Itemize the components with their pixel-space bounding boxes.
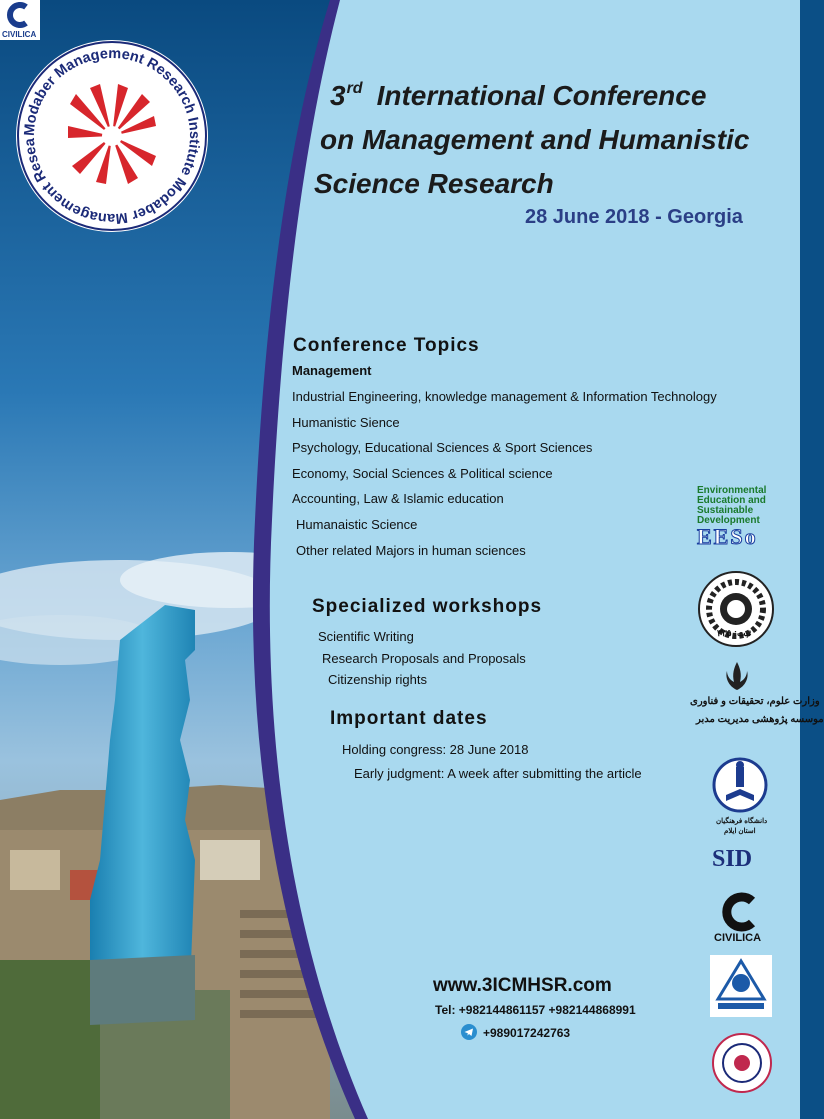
civilica-label: CIVILICA: [714, 932, 762, 944]
ministry-logo: [690, 660, 824, 740]
institute-ring-text: Modaber Management Research Institute Modaber Management Resea: [21, 45, 203, 227]
workshops-heading: Specialized workshops: [312, 596, 543, 617]
eeso-mark: EESo: [697, 524, 758, 549]
edition-number: 3: [330, 80, 346, 111]
workshop-item: Scientific Writing: [318, 629, 414, 644]
conference-date-place: 28 June 2018 - Georgia: [525, 206, 743, 228]
university-line1: دانشگاه فرهنگیان: [716, 818, 768, 825]
ministry-line1: وزارت علوم، تحقیقات و فناوری: [690, 696, 820, 707]
date-item: Holding congress: 28 June 2018: [342, 742, 529, 757]
topic-item: Humanaistic Science: [296, 517, 418, 532]
civilica-logo-top: [0, 0, 40, 40]
topic-item: Humanistic Sience: [292, 415, 400, 430]
university-logo: [712, 755, 772, 837]
topic-item: Management: [292, 363, 372, 378]
edition-suffix: rd: [346, 80, 363, 97]
civilica-logo: [712, 892, 772, 944]
telegram-number: +989017242763: [483, 1026, 571, 1040]
workshop-item: Citizenship rights: [328, 672, 427, 687]
registry-text: ثبت: ۳۳۵: [717, 628, 752, 638]
society-logo: [710, 955, 772, 1017]
telegram-icon: [461, 1024, 477, 1040]
title-text-1: International Conference: [376, 80, 707, 111]
workshop-item: Research Proposals and Proposals: [322, 651, 526, 666]
civilica-c-icon: [0, 0, 40, 30]
civilica-label-top: CIVILICA: [2, 30, 37, 39]
eeso-line: Environmental: [697, 485, 767, 496]
conference-title-line3: Science Research: [314, 168, 554, 199]
eeso-logo: [697, 486, 789, 554]
conference-title-line2: on Management and Humanistic: [320, 124, 750, 155]
website-link[interactable]: www.3ICMHSR.com: [433, 975, 612, 996]
ministry-line2: موسسه پژوهشی مدیریت مدبر: [696, 714, 824, 725]
topic-item: Accounting, Law & Islamic education: [292, 491, 504, 506]
research-institute-seal: [711, 1032, 773, 1094]
iran-emblem-icon: [722, 660, 752, 692]
topics-heading: Conference Topics: [293, 335, 480, 356]
dates-heading: Important dates: [330, 708, 488, 729]
registry-seal-logo: [697, 570, 775, 648]
date-item: Early judgment: A week after submitting the article: [354, 766, 642, 781]
topic-item: Economy, Social Sciences & Political science: [292, 466, 553, 481]
conference-title-line1: [330, 82, 706, 110]
topic-item: Psychology, Educational Sciences & Sport Sciences: [292, 440, 593, 455]
institute-logo: [14, 38, 210, 234]
sid-logo: SID: [712, 846, 753, 872]
eeso-line: Development: [697, 515, 760, 526]
topic-item: Industrial Engineering, knowledge management & Information Technology: [292, 389, 717, 404]
civilica-c-icon: [712, 892, 772, 932]
eeso-line: Education and: [697, 495, 766, 506]
phone-numbers: Tel: +982144861157 +982144868991: [435, 1003, 636, 1017]
university-line2: استان ایلام: [724, 828, 756, 835]
eeso-line: Sustainable: [697, 505, 754, 516]
topic-item: Other related Majors in human sciences: [296, 543, 526, 558]
